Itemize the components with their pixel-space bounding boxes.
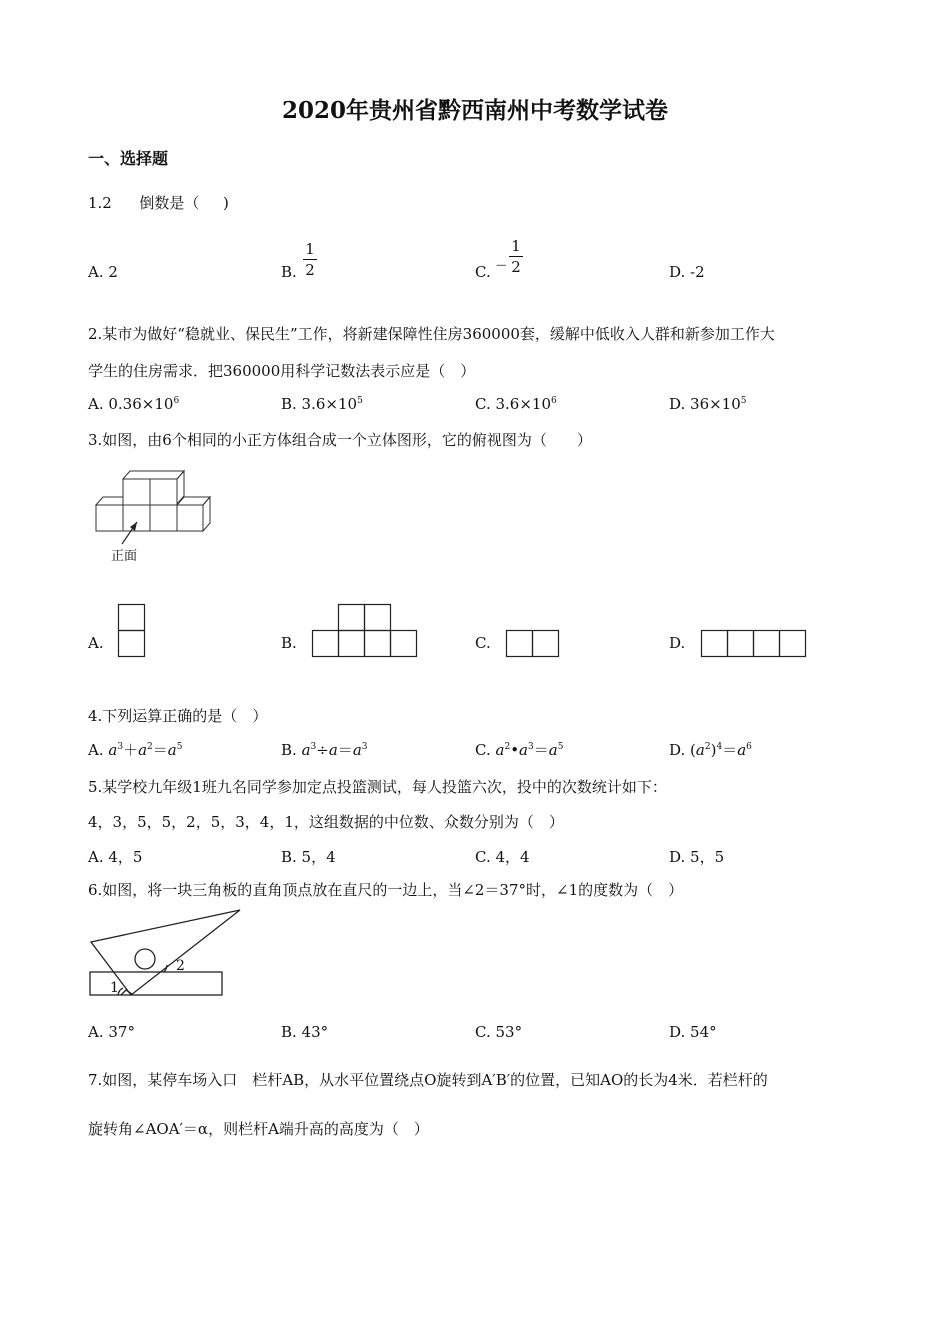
cube-face — [150, 505, 177, 531]
q1-option-c-minus: − — [495, 256, 508, 274]
q3-option-b[interactable]: B. — [281, 634, 297, 652]
option-text: B. 3.6×10 — [281, 395, 358, 413]
q6-triangle-ruler-figure — [88, 906, 228, 998]
option-text: A. 0.36×10 — [88, 395, 174, 413]
q5-option-b[interactable]: B. 5，4 — [281, 848, 336, 866]
square — [728, 631, 754, 657]
q2-option-c[interactable] — [475, 395, 557, 413]
q3-option-d[interactable]: D. — [669, 634, 686, 652]
front-label: 正面 — [111, 549, 138, 564]
question-6-stem: 6.如图，将一块三角板的直角顶点放在直尺的一边上，当∠2＝37°时，∠1的度数为（ ） — [88, 881, 684, 899]
question-3-stem: 3.如图，由6个相同的小正方体组合成一个立体图形，它的俯视图为（ ） — [88, 431, 592, 449]
q5-option-a[interactable]: A. 4，5 — [88, 848, 143, 866]
q6-option-a[interactable]: A. 37° — [88, 1023, 135, 1041]
fraction-denominator: 2 — [511, 258, 521, 276]
q3-option-b-figure — [312, 604, 419, 658]
cube-top-face — [123, 471, 184, 479]
q4-option-b[interactable]: B. $a^3\div a=a^3$ — [281, 741, 368, 759]
angle-2-label: 2 — [176, 958, 185, 974]
q5-option-d[interactable]: D. 5，5 — [669, 848, 725, 866]
q1-option-c[interactable]: C. — [475, 263, 491, 281]
option-text: D. 36×10 — [669, 395, 741, 413]
cube-top-face — [96, 497, 123, 505]
question-7-line-1: 7.如图，某停车场入口 栏杆AB，从水平位置绕点O旋转到A′B′的位置，已知AO的长为4米．若栏杆的 — [88, 1071, 768, 1089]
option-text: C. 3.6×10 — [475, 395, 551, 413]
angle-1-label: 1 — [110, 980, 119, 996]
plate-hole — [135, 949, 155, 969]
q6-option-c[interactable]: C. 53° — [475, 1023, 523, 1041]
option-label: C. — [475, 741, 491, 759]
q4-option-d[interactable]: D. $(a^2)^4=a^6$ — [669, 741, 752, 759]
q1-option-a[interactable]: A. 2 — [88, 263, 118, 281]
q3-option-d-figure — [701, 630, 808, 658]
section-heading: 一、选择题 — [88, 149, 169, 168]
exponent: 5 — [357, 396, 363, 406]
q3-option-a-figure — [118, 604, 146, 658]
cube-face — [123, 479, 150, 505]
q1-option-c-fraction — [509, 237, 523, 276]
q3-option-a[interactable]: A. — [88, 634, 104, 652]
q3-option-c-figure — [506, 630, 561, 658]
q1-option-d[interactable]: D. -2 — [669, 263, 705, 281]
q3-cube-figure — [90, 466, 220, 566]
square — [119, 605, 145, 631]
question-1-close-paren: ) — [223, 194, 229, 212]
fraction-denominator: 2 — [305, 261, 315, 279]
q1-option-b[interactable]: B. — [281, 263, 297, 281]
question-5-stem: 5.某学校九年级1班九名同学参加定点投篮测试，每人投篮六次，投中的次数统计如下： — [88, 778, 667, 796]
q3-option-c[interactable]: C. — [475, 634, 491, 652]
square — [339, 605, 365, 631]
q5-option-c[interactable]: C. 4，4 — [475, 848, 530, 866]
q2-option-a[interactable] — [88, 395, 179, 413]
option-label: D. — [669, 741, 686, 759]
q6-option-d[interactable]: D. 54° — [669, 1023, 717, 1041]
q2-option-d[interactable] — [669, 395, 747, 413]
page-title: 2020年贵州省黔西南州中考数学试卷 — [281, 97, 668, 124]
question-1-number: 1.2 — [88, 194, 112, 212]
cube-face — [96, 505, 123, 531]
square — [313, 631, 339, 657]
option-label: B. — [281, 741, 297, 759]
square — [365, 631, 391, 657]
fraction-numerator: 1 — [305, 240, 315, 258]
square — [119, 631, 145, 657]
exponent: 5 — [740, 396, 747, 406]
square — [533, 631, 559, 657]
q4-option-c[interactable]: C. $a^2•a^3=a^5$ — [475, 741, 564, 759]
q4-option-a[interactable]: A. $a^3+a^2=a^5$ — [88, 741, 183, 759]
fraction-bar — [509, 256, 523, 257]
question-1-text: 倒数是（ — [139, 194, 200, 212]
square — [391, 631, 417, 657]
cube-side-face — [203, 497, 210, 531]
q2-option-b[interactable] — [281, 395, 363, 413]
fraction-numerator: 1 — [511, 237, 521, 255]
q6-option-b[interactable]: B. 43° — [281, 1023, 329, 1041]
question-5-data: 4，3，5，5，2，5，3，4，1，这组数据的中位数、众数分别为（ ） — [88, 813, 564, 831]
square — [780, 631, 806, 657]
cube-face — [177, 505, 203, 531]
question-4-stem: 4.下列运算正确的是（ ） — [88, 707, 268, 725]
q1-option-b-fraction — [303, 240, 317, 279]
square — [507, 631, 533, 657]
exponent: 6 — [551, 396, 557, 406]
option-label: A. — [88, 741, 104, 759]
question-1-stem — [88, 192, 229, 213]
fraction-bar — [303, 259, 317, 260]
square — [339, 631, 365, 657]
question-2-line-2: 学生的住房需求．把360000用科学记数法表示应是（ ） — [88, 362, 476, 380]
arrow-head-icon — [130, 522, 137, 531]
cube-side-face — [177, 471, 184, 504]
exponent: 6 — [173, 396, 180, 406]
cube-face — [150, 479, 177, 505]
square — [702, 631, 728, 657]
square — [365, 605, 391, 631]
square — [754, 631, 780, 657]
cube-face — [123, 505, 150, 531]
question-7-line-2: 旋转角∠AOA′＝α，则栏杆A端升高的高度为（ ） — [88, 1120, 429, 1138]
question-2-line-1: 2.某市为做好“稳就业、保民生”工作，将新建保障性住房360000套，缓解中低收入人群和新参加工作大 — [88, 325, 775, 343]
